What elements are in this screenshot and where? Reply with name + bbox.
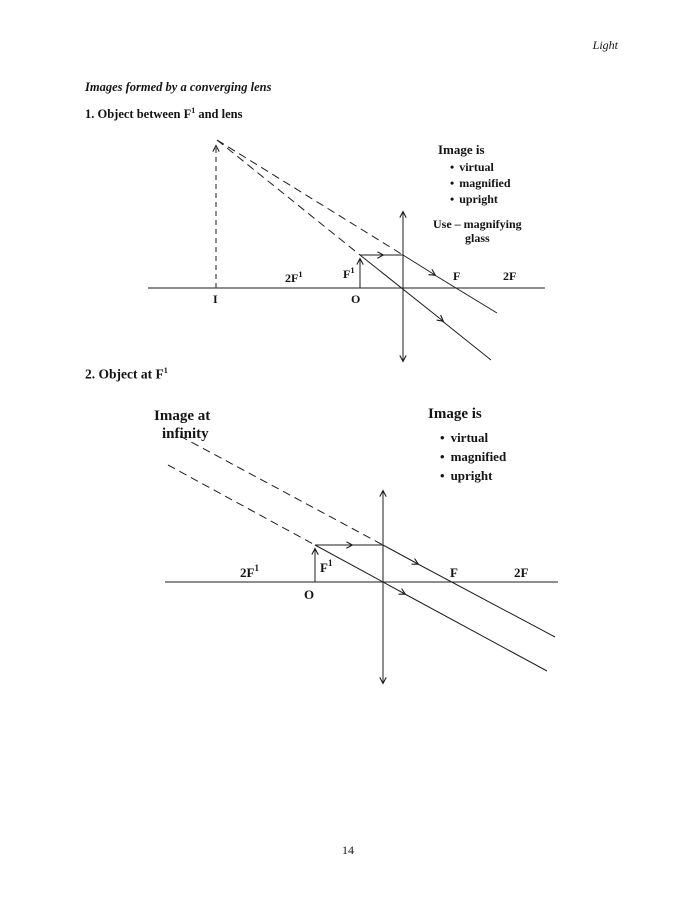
section1-heading-post: and lens	[195, 107, 243, 122]
label-2f1: $2F^1$	[240, 563, 259, 580]
section1-heading-sup: 1	[191, 106, 196, 115]
section2-heading	[85, 366, 168, 383]
ray-through-optical-centre	[360, 255, 491, 360]
image-at-infinity-line2: infinity	[162, 426, 209, 442]
bullet-virtual: • virtual	[440, 430, 489, 445]
backward-extension-ray-2	[168, 465, 315, 545]
bullet-upright: • upright	[450, 192, 498, 206]
image-is-title: Image is	[438, 142, 485, 157]
backward-extension-ray-1	[217, 140, 403, 255]
label-o: O	[304, 587, 315, 602]
label-i: I	[213, 292, 218, 306]
section1-heading	[85, 106, 242, 122]
use-label-line2: glass	[465, 231, 490, 245]
ray-refracted-through-f	[383, 545, 555, 637]
bullet-magnified: • magnified	[450, 176, 511, 190]
label-2f1: $2F^1$	[285, 269, 303, 285]
ray-through-optical-centre	[315, 545, 547, 671]
label-f1: $F^1$	[343, 265, 355, 281]
label-2f: 2F	[514, 565, 529, 580]
backward-extension-ray-1	[180, 436, 383, 545]
section2-heading-sup: 1	[163, 366, 168, 375]
page-number: 14	[342, 843, 354, 857]
use-label-line1: Use – magnifying	[433, 217, 522, 231]
ray-refracted-through-f	[403, 255, 497, 313]
label-f: F	[450, 565, 458, 580]
bullet-upright: • upright	[440, 468, 493, 483]
bullet-virtual: • virtual	[450, 160, 494, 174]
document-title: Images formed by a converging lens	[85, 80, 272, 94]
image-at-infinity-line1: Image at	[154, 408, 211, 424]
backward-extension-ray-2	[217, 140, 360, 255]
diagram-object-at-f1	[140, 400, 570, 700]
page-header-title: Light	[592, 38, 618, 52]
section1-heading-pre: 1. Object between F	[85, 107, 192, 122]
diagram-object-between-f1-and-lens	[135, 128, 555, 373]
label-2f: 2F	[503, 269, 517, 283]
label-f: F	[453, 269, 461, 283]
bullet-magnified: • magnified	[440, 449, 507, 464]
section2-heading-pre: 2. Object at F	[85, 366, 164, 382]
label-f1: $F^1$	[320, 558, 333, 575]
label-o: O	[351, 292, 361, 306]
image-is-title: Image is	[428, 406, 482, 422]
